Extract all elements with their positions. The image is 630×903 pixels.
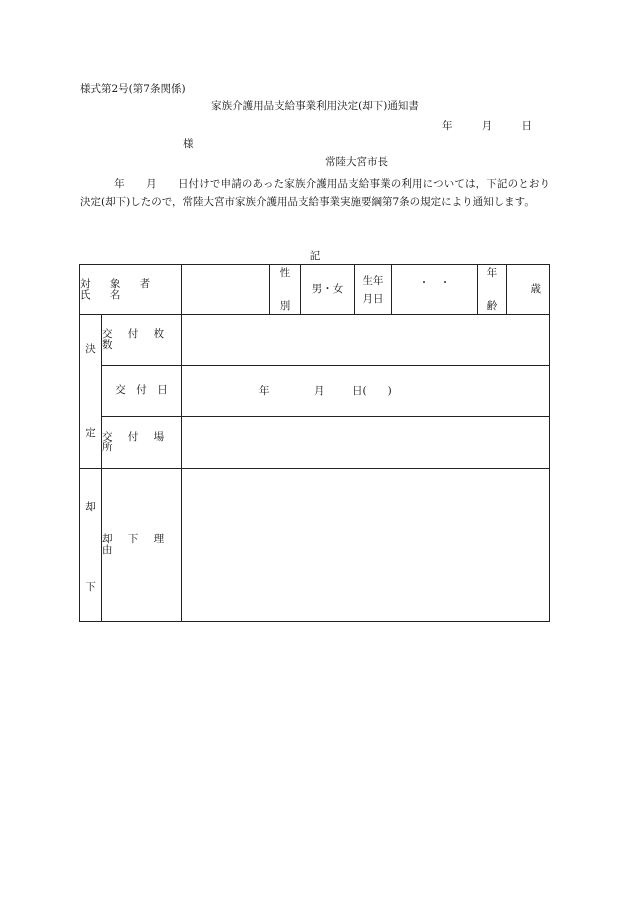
sex-options[interactable]: 男・女: [311, 283, 344, 296]
issue-date-day: 日( ): [352, 384, 392, 397]
issue-date-label: 交 付 日: [115, 384, 168, 397]
birthdate-field[interactable]: ・ ・: [418, 276, 451, 289]
date-line: [442, 121, 532, 132]
issue-date-month: 月: [314, 384, 325, 397]
addressee-suffix: 様: [183, 138, 194, 150]
body-text: [80, 175, 550, 211]
issue-count-label: 交 付 枚 数: [102, 328, 171, 351]
birthdate-label-bottom: 月日: [362, 292, 384, 305]
date-month-label: 月: [481, 120, 493, 132]
body-paragraph: 年 月 日付けで申請のあった家族介護用品支給事業の利用については，下記のとおり決定(却下)したので，常陸大宮市家族介護用品支給事業実施要綱第7条の規定により通知します。: [80, 178, 550, 208]
reject-reason-label: 却 下 理 由: [102, 533, 171, 556]
form-number: 様式第2号(第7条関係): [80, 83, 186, 95]
issue-date-field[interactable]: [182, 366, 549, 416]
decision-label-bottom: 定: [85, 426, 96, 439]
age-label-top: 年: [486, 266, 498, 279]
issue-date-year: 年: [259, 384, 270, 397]
subject-name-field[interactable]: [182, 265, 269, 314]
age-label-bottom: 齢: [486, 299, 498, 312]
reject-label-top: 却: [85, 500, 96, 513]
age-field[interactable]: 歳: [530, 283, 541, 296]
subject-name-label: 対 象 者 氏 名: [80, 278, 159, 301]
sex-label-top: 性: [279, 266, 291, 279]
reject-label-bottom: 下: [85, 580, 96, 593]
issue-place-label: 交 付 場 所: [102, 430, 171, 453]
notice-table: [79, 264, 550, 622]
birthdate-label-top: 生年: [362, 274, 384, 287]
date-year-label: 年: [442, 120, 453, 132]
document-title: 家族介護用品支給事業利用決定(却下)通知書: [211, 100, 419, 112]
sex-label-bottom: 別: [279, 299, 291, 312]
issue-place-field[interactable]: [182, 417, 549, 468]
reject-reason-field[interactable]: [182, 469, 549, 621]
ki-heading: 記: [309, 250, 321, 262]
date-day-label: 日: [521, 120, 532, 132]
decision-label-top: 決: [85, 342, 96, 355]
issuer-name: 常陸大宮市長: [325, 156, 388, 168]
issue-count-field[interactable]: [182, 315, 549, 365]
